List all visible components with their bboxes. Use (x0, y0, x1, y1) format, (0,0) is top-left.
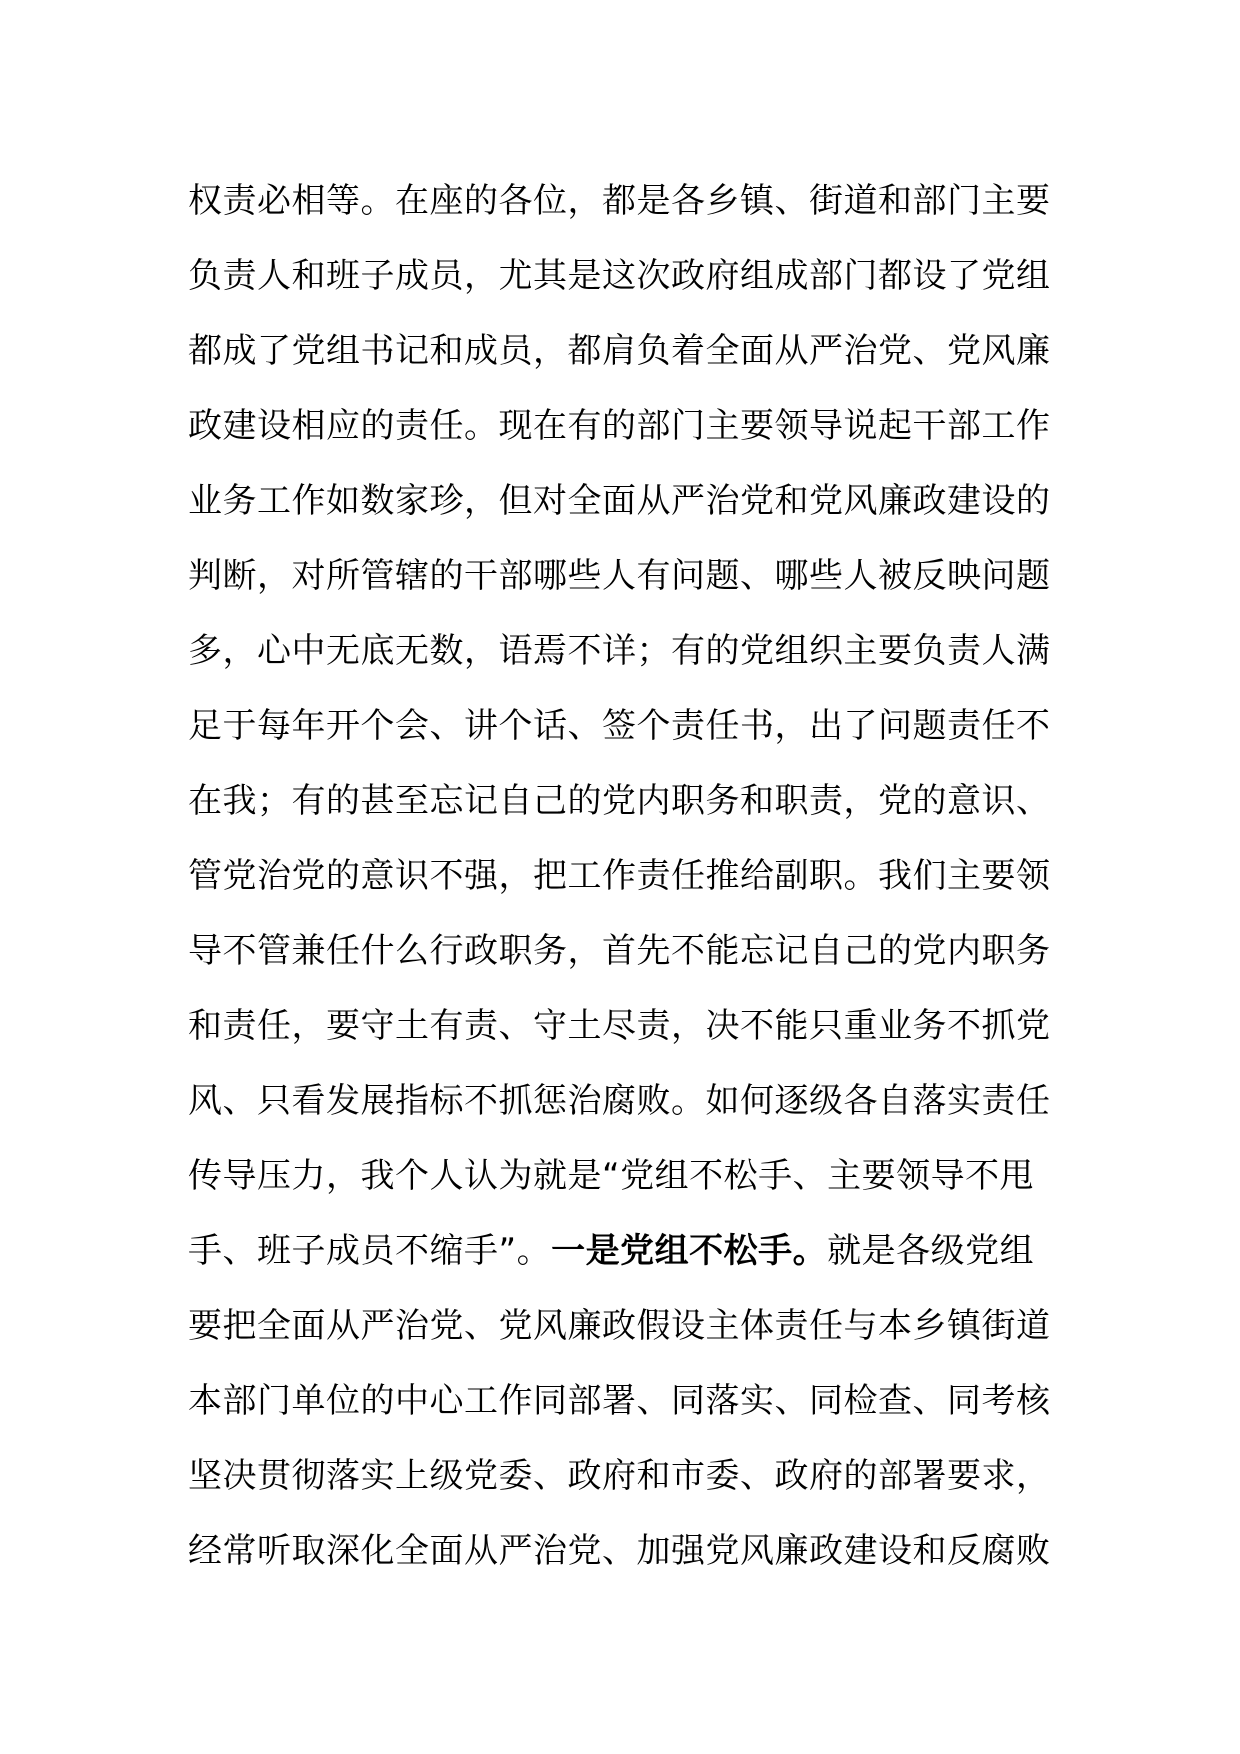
text-line: 管党治党的意识不强，把工作责任推给副职。我们主要领 (188, 856, 1051, 896)
text-line: 坚决贯彻落实上级党委、政府和市委、政府的部署要求， (188, 1456, 1051, 1496)
text-line: 权责必相等。在座的各位，都是各乡镇、街道和部门主要 (188, 181, 1051, 221)
text-line: 在我；有的甚至忘记自己的党内职务和职责，党的意识、 (188, 781, 1051, 821)
text-line: 和责任，要守土有责、守土尽责，决不能只重业务不抓党 (188, 1006, 1051, 1046)
text-line: 业务工作如数家珍，但对全面从严治党和党风廉政建设的 (188, 481, 1051, 521)
text-segment: 就是各级党组 (827, 1231, 1035, 1271)
bold-heading-segment: 一是党组不松手。 (551, 1231, 828, 1271)
text-segment: 手、班子成员不缩手”。 (188, 1231, 552, 1271)
text-line: 风、只看发展指标不抓惩治腐败。如何逐级各自落实责任 (188, 1081, 1051, 1121)
text-line: 判断，对所管辖的干部哪些人有问题、哪些人被反映问题 (188, 556, 1051, 596)
text-line: 足于每年开个会、讲个话、签个责任书，出了问题责任不 (188, 706, 1051, 746)
text-line: 导不管兼任什么行政职务，首先不能忘记自己的党内职务 (188, 931, 1051, 971)
text-line-mixed (188, 1214, 1068, 1289)
text-line: 本部门单位的中心工作同部署、同落实、同检查、同考核 (188, 1381, 1051, 1421)
text-line: 传导压力，我个人认为就是“党组不松手、主要领导不甩 (188, 1156, 1035, 1196)
text-line: 经常听取深化全面从严治党、加强党风廉政建设和反腐败 (188, 1531, 1051, 1571)
text-line: 都成了党组书记和成员，都肩负着全面从严治党、党风廉 (188, 331, 1051, 371)
text-line: 多，心中无底无数，语焉不详；有的党组织主要负责人满 (188, 631, 1051, 671)
body-text (188, 164, 1068, 1589)
text-line: 政建设相应的责任。现在有的部门主要领导说起干部工作 (188, 406, 1051, 446)
text-line: 要把全面从严治党、党风廉政假设主体责任与本乡镇街道 (188, 1306, 1051, 1346)
text-line: 负责人和班子成员，尤其是这次政府组成部门都设了党组 (188, 256, 1051, 296)
